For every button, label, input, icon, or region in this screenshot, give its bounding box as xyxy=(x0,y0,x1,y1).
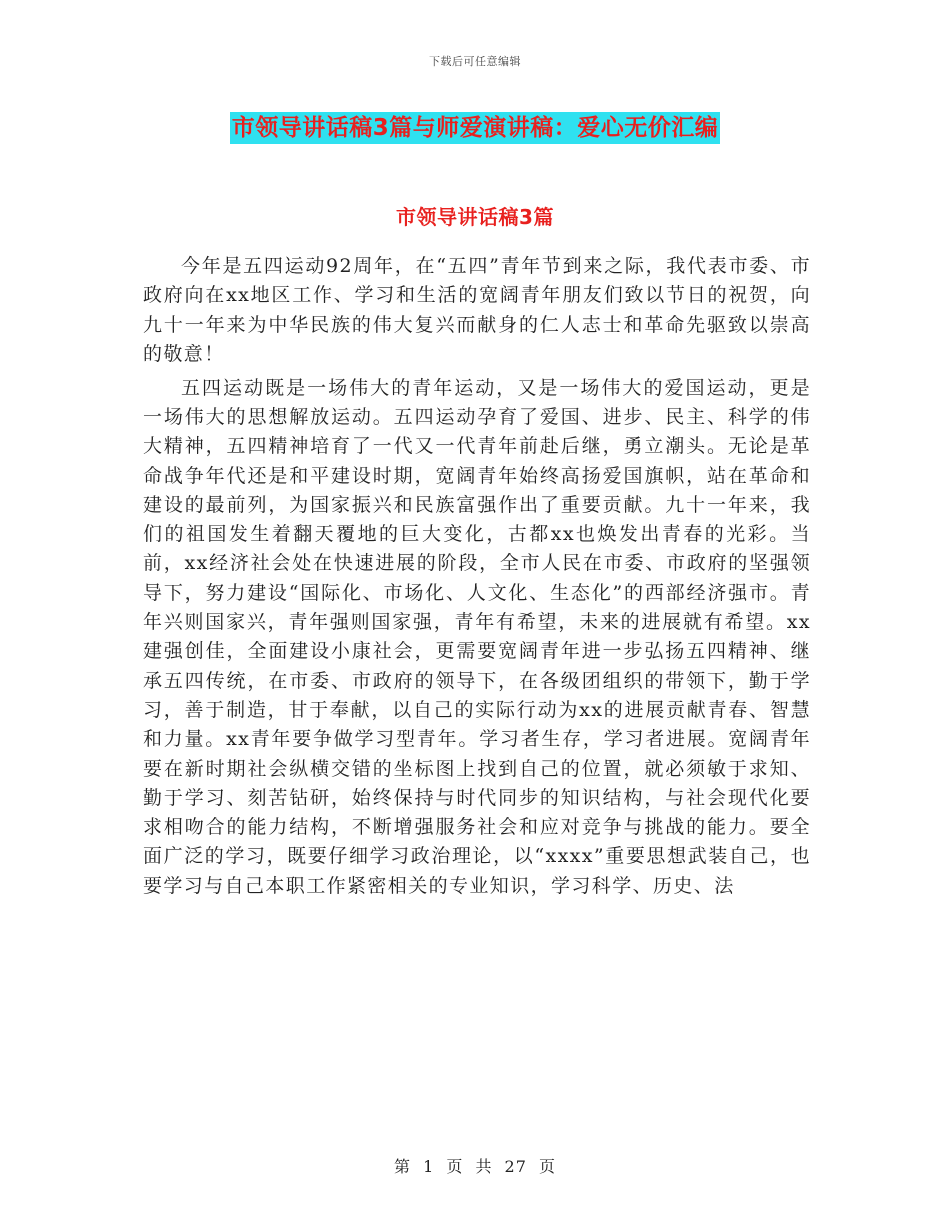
document-title-container xyxy=(0,112,950,144)
paragraph-2: 五四运动既是一场伟大的青年运动，又是一场伟大的爱国运动，更是一场伟大的思想解放运动。五四运动孕育了爱国、进步、民主、科学的伟大精神，五四精神培育了一代又一代青年前赴后继，勇立潮头。无论是革命战争年代还是和平建设时期，宽阔青年始终高扬爱国旗帜，站在革命和建设的最前列，为国家振兴和民族富强作出了重要贡献。九十一年来，我们的祖国发生着翻天覆地的巨大变化，古都xx也焕发出青春的光彩。当前，xx经济社会处在快速进展的阶段，全市人民在市委、市政府的坚强领导下，努力建设“国际化、市场化、人文化、生态化”的西部经济强市。青年兴则国家兴，青年强则国家强，青年有希望，未来的进展就有希望。xx建强创佳，全面建设小康社会，更需要宽阔青年进一步弘扬五四精神、继承五四传统，在市委、市政府的领导下，在各级团组织的带领下，勤于学习，善于制造，甘于奉献，以自己的实际行动为xx的进展贡献青春、智慧和力量。xx青年要争做学习型青年。学习者生存，学习者进展。宽阔青年要在新时期社会纵横交错的坐标图上找到自己的位置，就必须敏于求知、勤于学习、刻苦钻研，始终保持与时代同步的知识结构，与社会现代化要求相吻合的能力结构，不断增强服务社会和应对竞争与挑战的能力。要全面广泛的学习，既要仔细学习政治理论，以“xxxx”重要思想武装自己，也要学习与自己本职工作紧密相关的专业知识，学习科学、历史、法 xyxy=(143,376,811,897)
paragraph-1: 今年是五四运动92周年，在“五四”青年节到来之际，我代表市委、市政府向在xx地区工作、学习和生活的宽阔青年朋友们致以节日的祝贺，向九十一年来为中华民族的伟大复兴而献身的仁人志士和革命先驱致以崇高的敬意！ xyxy=(143,255,811,365)
page-header-note: 下载后可任意编辑 xyxy=(429,55,521,68)
document-body xyxy=(143,252,811,906)
page-number-footer: 第 1 页 共 27 页 xyxy=(394,1157,556,1176)
section-title: 市领导讲话稿3篇 xyxy=(396,205,554,229)
document-title: 市领导讲话稿3篇与师爱演讲稿：爱心无价汇编 xyxy=(230,112,721,144)
